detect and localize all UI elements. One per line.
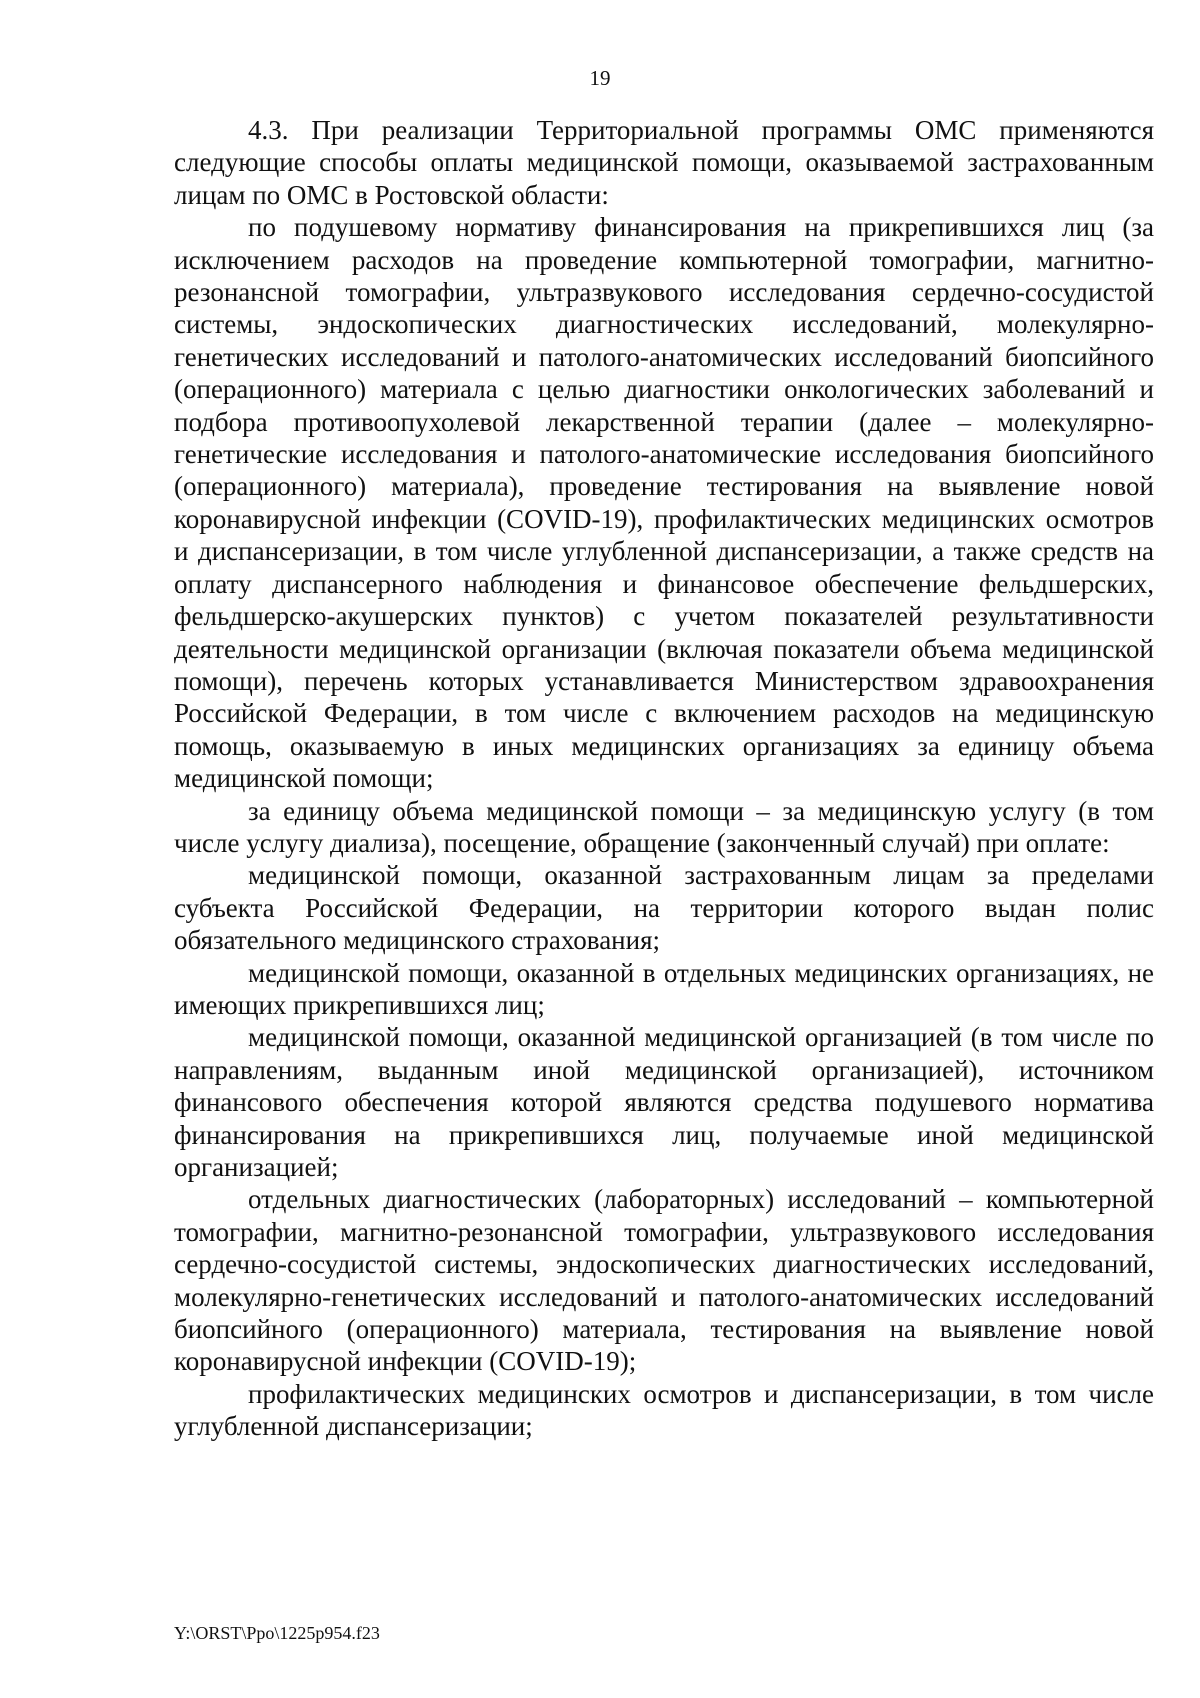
paragraph-per-unit-payment: за единицу объема медицинской помощи – за медицинскую услугу (в том числе услугу диализа), посещение, обращение (законченный случай) при оплате: <box>174 795 1154 858</box>
paragraph-per-capita-standard: по подушевому нормативу финансирования на прикрепившихся лиц (за исключением расходов на проведение компьютерной томографии, магнитно-резонансной томографии, ультразвукового исследования сердечно-сосудистой системы, эндоскопических диагностических исследований, молекулярно-генетических исследований и патолого-анатомических исследований биопсийного (операционного) материала с целью диагностики онкологических заболеваний и подбора противоопухолевой лекарственной терапии (далее – молекулярно-генетические исследования и патолого-анатомические исследования биопсийного (операционного) материала), проведение тестирования на выявление новой коронавирусной инфекции (COVID-19), профилактических медицинских осмотров и диспансеризации, в том числе углубленной диспансеризации, а также средств на оплату диспансерного наблюдения и финансовое обеспечение фельдшерских, фельдшерско-акушерских пунктов) с учетом показателей результативности деятельности медицинской организации (включая показатели объема медицинской помощи), перечень которых устанавливается Министерством здравоохранения Российской Федерации, в том числе с включением расходов на медицинскую помощь, оказываемую в иных медицинских организациях за единицу объема медицинской помощи; <box>174 212 1154 794</box>
paragraph-4-3-intro: 4.3. При реализации Территориальной программы ОМС применяются следующие способы оплаты медицинской помощи, оказываемой застрахованным лицам по ОМС в Ростовской области: <box>174 115 1154 210</box>
paragraph-out-of-region-care: медицинской помощи, оказанной застрахованным лицам за пределами субъекта Российской Федерации, на территории которого выдан полис обязательного медицинского страхования; <box>174 860 1154 956</box>
paragraph-referral-care: медицинской помощи, оказанной медицинской организацией (в том числе по направлениям, выданным иной медицинской организацией), источником финансового обеспечения которой являются средства подушевого норматива финансирования на прикрепившихся лиц, получаемые иной медицинской организацией; <box>174 1022 1154 1182</box>
paragraph-diagnostic-tests: отдельных диагностических (лабораторных) исследований – компьютерной томографии, магнитно-резонансной томографии, ультразвукового исследования сердечно-сосудистой системы, эндоскопических диагностических исследований, молекулярно-генетических исследований и патолого-анатомических исследований биопсийного (операционного) материала, тестирования на выявление новой коронавирусной инфекции (COVID-19); <box>174 1184 1154 1377</box>
document-body <box>174 114 1154 1443</box>
footer-file-path: Y:\ORST\Ppo\1225p954.f23 <box>174 1623 380 1643</box>
paragraph-preventive-exams: профилактических медицинских осмотров и диспансеризации, в том числе углубленной диспансеризации; <box>174 1378 1154 1442</box>
page-number: 19 <box>589 66 611 90</box>
paragraph-no-attached-persons: медицинской помощи, оказанной в отдельных медицинских организациях, не имеющих прикрепившихся лиц; <box>174 957 1154 1020</box>
